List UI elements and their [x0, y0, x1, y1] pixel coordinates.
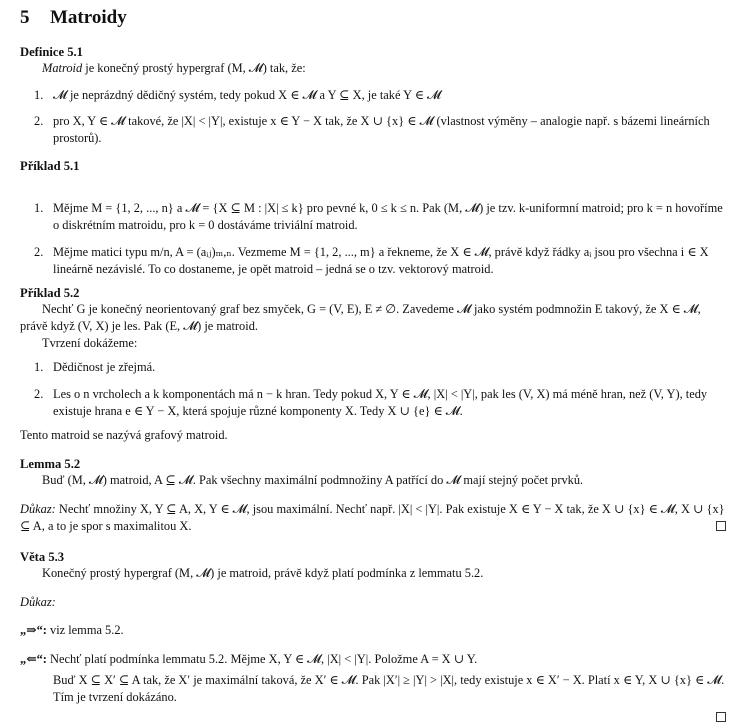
proof-direction-2-continued: Buď X ⊆ X′ ⊆ A tak, že X′ je maximální taková, že X′ ∈ 𝓜. Pak |X′| ≥ |Y| > |X|, tedy existuje x ∈ X′ − X. Platí x ∈ Y, X ∪ {x} ∈ 𝓜. Tím je tvrzení dokázáno.: [53, 673, 725, 704]
item-text: Mějme matici typu m/n, A = (aᵢⱼ)ₘ,ₙ. Vezmeme M = {1, 2, ..., m} a řekneme, že X ∈ 𝓜, právě když řádky aᵢ jsou pro všechna i ∈ X lineárně nezávislé. To co dostaneme, je opět matroid – jedná se o tzv. vektorový matroid.: [53, 245, 709, 276]
qed-square-icon: [716, 521, 726, 531]
definition-term: Matroid: [42, 61, 83, 75]
example-5-1: [20, 158, 726, 278]
example-list: [20, 359, 726, 420]
proof-label: Důkaz:: [20, 502, 56, 516]
definition-intro-text: je konečný prostý hypergraf (M, 𝓜) tak, že:: [82, 61, 306, 75]
proof-direction-1: [20, 622, 726, 639]
theorem-text: Konečný prostý hypergraf (M, 𝓜) je matroid, právě když platí podmínka z lemmatu 5.2.: [42, 566, 484, 580]
example-claim: Tvrzení dokážeme:: [42, 336, 138, 350]
list-item: [20, 244, 726, 278]
lemma-title: Lemma 5.2: [20, 457, 81, 471]
item-number: 1.: [34, 360, 44, 374]
item-number: 2.: [34, 245, 44, 259]
item-text: Mějme M = {1, 2, ..., n} a 𝓜 = {X ⊆ M : |X| ≤ k} pro pevné k, 0 ≤ k ≤ n. Pak (M, 𝓜) je tzv. k-uniformní matroid; pro k = n hovoříme o diskrétním matroidu, pro k = 0 dostáváme triviální matroid.: [53, 201, 723, 232]
example-5-2: [20, 285, 726, 444]
definition-title: Definice 5.1: [20, 45, 83, 59]
qed-square-icon: [716, 712, 726, 722]
item-number: 2.: [34, 114, 44, 128]
definition-5-1: [20, 44, 726, 147]
section-title: Matroidy: [50, 7, 127, 28]
direction-text: viz lemma 5.2.: [46, 623, 124, 637]
list-item: [20, 200, 726, 234]
document-page: [20, 6, 726, 706]
list-item: [20, 87, 726, 104]
section-number: 5: [20, 7, 30, 28]
item-text: Dědičnost je zřejmá.: [53, 360, 156, 374]
definition-list: [20, 87, 726, 147]
definition-intro: [20, 60, 726, 77]
list-item: [20, 359, 726, 376]
lemma-text: Buď (M, 𝓜) matroid, A ⊆ 𝓜. Pak všechny maximální podmnožiny A patřící do 𝓜 mají stejný počet prvků.: [42, 473, 584, 487]
list-item: [20, 113, 726, 147]
proof-text: Nechť množiny X, Y ⊆ A, X, Y ∈ 𝓜, jsou maximální. Nechť např. |X| < |Y|. Pak existuje X ∈ Y − X tak, že X ∪ {x} ∈ 𝓜, X ∪ {x} ⊆ A, a to je spor s maximalitou X.: [20, 502, 725, 533]
list-item: [20, 386, 726, 420]
theorem-title: Věta 5.3: [20, 550, 65, 564]
example-title: Příklad 5.2: [20, 286, 80, 300]
direction-text: Nechť platí podmínka lemmatu 5.2. Mějme X, Y ∈ 𝓜, |X| < |Y|. Položme A = X ∪ Y.: [46, 652, 478, 666]
direction-label: „⇒“:: [20, 623, 47, 637]
item-text: Les o n vrcholech a k komponentách má n − k hran. Tedy pokud X, Y ∈ 𝓜, |X| < |Y|, pak les (V, X) má méně hran, než (V, Y), tedy existuje hrana e ∈ Y − X, která spojuje různé komponenty X. Tedy X ∪ {e} ∈ 𝓜.: [53, 387, 708, 418]
proof-direction-2: [20, 651, 726, 668]
example-closing: Tento matroid se nazývá grafový matroid.: [20, 428, 228, 442]
theorem-5-3: [20, 549, 726, 706]
lemma-5-2: [20, 456, 726, 535]
example-title: Příklad 5.1: [20, 159, 80, 173]
example-list: [20, 200, 726, 278]
item-number: 2.: [34, 387, 44, 401]
item-number: 1.: [34, 88, 44, 102]
item-text: pro X, Y ∈ 𝓜 takové, že |X| < |Y|, existuje x ∈ Y − X tak, že X ∪ {x} ∈ 𝓜 (vlastnost výměny – analogie např. s bázemi lineárních prostorů).: [53, 114, 710, 145]
section-heading: [20, 6, 726, 30]
lemma-proof: [20, 501, 726, 535]
item-text: 𝓜 je neprázdný dědičný systém, tedy pokud X ∈ 𝓜 a Y ⊆ X, je také Y ∈ 𝓜: [53, 88, 441, 102]
proof-label: Důkaz:: [20, 595, 56, 609]
example-text: Nechť G je konečný neorientovaný graf bez smyček, G = (V, E), E ≠ ∅. Zavedeme 𝓜 jako systém podmnožin E takový, že X ∈ 𝓜, právě když (V, X) je les. Pak (E, 𝓜) je matroid.: [20, 302, 701, 333]
item-number: 1.: [34, 201, 44, 215]
direction-label: „⇐“:: [20, 652, 47, 666]
